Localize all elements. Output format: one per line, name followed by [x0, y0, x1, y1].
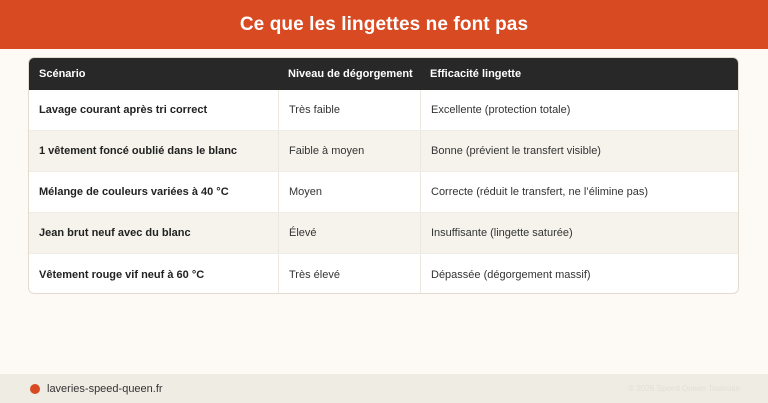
cell-efficacite: Insuffisante (lingette saturée): [420, 213, 738, 253]
cell-niveau: Très élevé: [278, 254, 420, 294]
page-title: Ce que les lingettes ne font pas: [239, 13, 529, 35]
cell-scenario: 1 vêtement foncé oublié dans le blanc: [39, 145, 238, 157]
table-row: [29, 254, 738, 294]
table-row: [29, 90, 738, 131]
footer-brand: [30, 383, 163, 395]
cell-efficacite: Excellente (protection totale): [420, 90, 738, 130]
page-footer: [0, 374, 768, 403]
column-header-scenario: Scénario: [39, 68, 86, 80]
cell-efficacite: Correcte (réduit le transfert, ne l’élimine pas): [420, 172, 738, 212]
footer-copyright: © 2026 Speed Queen Toulouse: [628, 384, 740, 393]
table-row: [29, 213, 738, 254]
cell-niveau: Élevé: [278, 213, 420, 253]
brand-dot-icon: [30, 384, 40, 394]
page-header: [0, 0, 768, 49]
table-row: [29, 172, 738, 213]
cell-scenario: Mélange de couleurs variées à 40 °C: [39, 186, 229, 198]
column-header-efficacite: Efficacité lingette: [430, 68, 522, 80]
cell-scenario: Vêtement rouge vif neuf à 60 °C: [39, 268, 205, 281]
cell-scenario: Lavage courant après tri correct: [39, 104, 208, 116]
column-header-niveau: Niveau de dégorgement: [288, 68, 413, 80]
cell-efficacite: Bonne (prévient le transfert visible): [420, 131, 738, 171]
cell-niveau: Faible à moyen: [278, 131, 420, 171]
table-row: [29, 131, 738, 172]
cell-scenario: Jean brut neuf avec du blanc: [39, 227, 191, 239]
comparison-table: [28, 57, 739, 294]
cell-efficacite: Dépassée (dégorgement massif): [420, 254, 738, 294]
footer-site-link[interactable]: laveries-speed-queen.fr: [47, 382, 163, 395]
table-header-row: [29, 58, 738, 90]
cell-niveau: Très faible: [278, 90, 420, 130]
cell-niveau: Moyen: [278, 172, 420, 212]
